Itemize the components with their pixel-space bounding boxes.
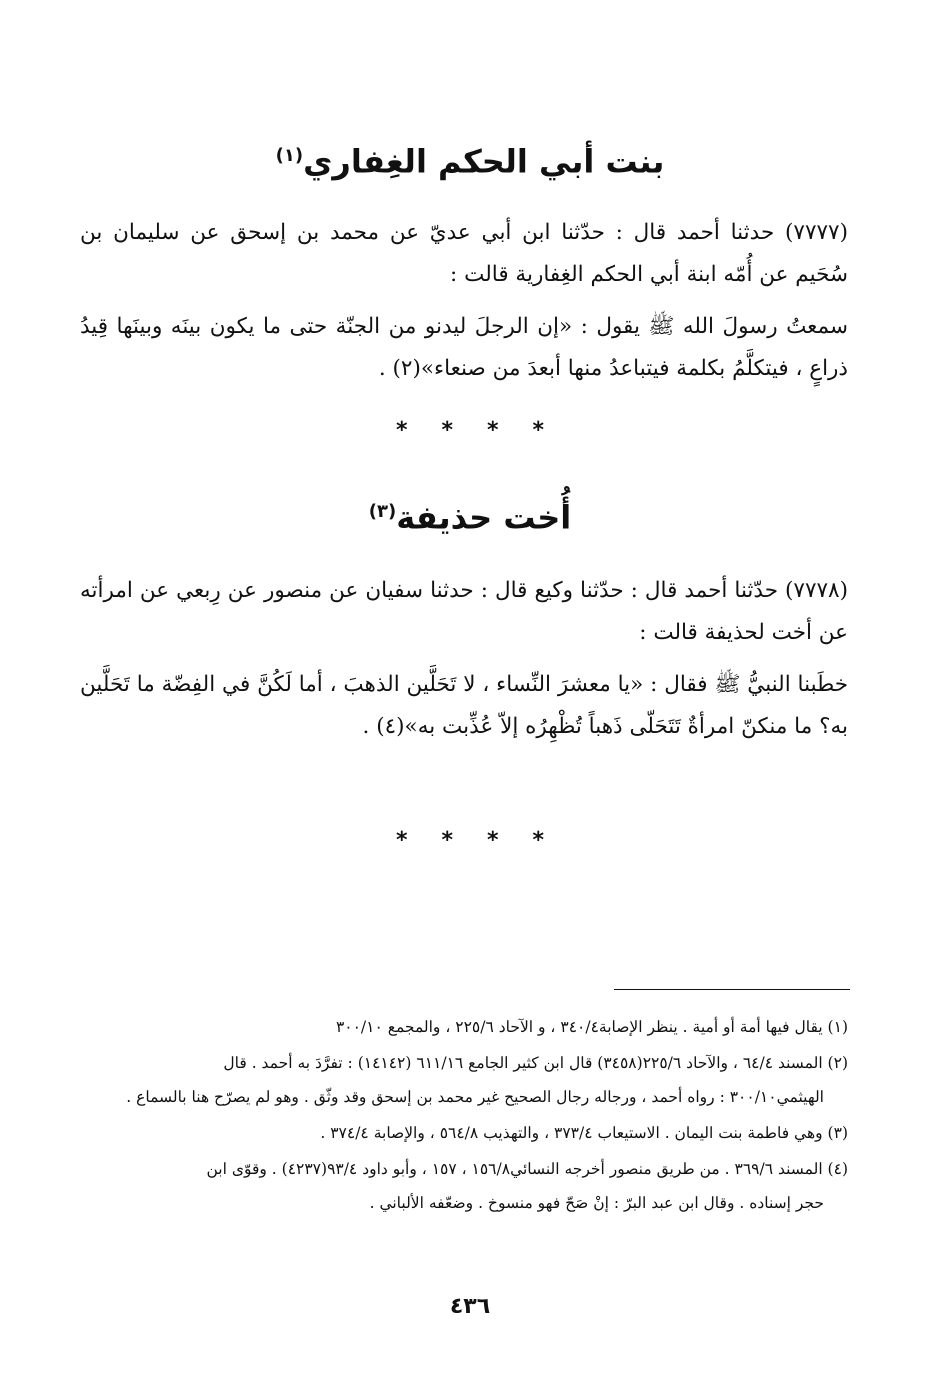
section-1-chain: (٧٧٧٧) حدثنا أحمد قال : حدّثنا ابن أبي عديّ عن محمد بن إسحق عن سليمان بن سُحَيم عن أُمّه ابنة أبي الحكم الغِفارية قالت : — [80, 220, 848, 287]
star: * — [395, 418, 408, 443]
footnote-2-text: (٢) المسند ٦٤/٤ ، والآحاد ٢٢٥/٦(٣٤٥٨) قال ابن كثير الجامع ٦١١/١٦ (١٤١٤٢) : تفرَّدَ به أحمد . قال — [223, 1054, 848, 1072]
star: * — [487, 418, 499, 443]
footnote-2 — [80, 1046, 848, 1114]
section-1-title — [0, 134, 940, 184]
section-2-title — [0, 490, 940, 540]
footnotes — [80, 1010, 848, 1222]
section-2-chain: (٧٧٧٨) حدّثنا أحمد قال : حدّثنا وكيع قال : حدثنا سفيان عن منصور عن رِبعي عن امرأته عن أخت لحذيفة قالت : — [80, 578, 848, 645]
footnote-3 — [80, 1116, 848, 1150]
footnote-2-continuation: الهيثمي٣٠٠/١٠ : رواه أحمد ، ورجاله رجال الصحيح غير محمد بن إسحق وقد وثّق . وهو لم يصرّح هنا بالسماع . — [126, 1088, 824, 1106]
star: * — [487, 828, 499, 853]
star: * — [441, 418, 453, 443]
section-1-hadith: سمعتُ رسولَ الله ﷺ يقول : «إن الرجلَ ليدنو من الجنّة حتى ما يكون بينَه وبينَها قِيدُ ذراعٍ ، فيتكلَّمُ بكلمة فيتباعدُ منها أبعدَ من صنعاء»(٢) . — [80, 314, 848, 381]
section-2-hadith: خطَبنا النبيُّ ﷺ فقال : «يا معشرَ النِّساء ، لا تَحَلَّين الذهبَ ، أما لَكُنَّ في الفِضّة ما تَحَلَّين به؟ ما منكنّ امرأةٌ تَتَحَلّى ذَهباً تُظْهِرُه إلاّ عُذِّبت به»(٤) . — [80, 672, 848, 739]
footnote-4-continuation: حجر إسناده . وقال ابن عبد البرّ : إنْ صَحّ فهو منسوخ . وضعّفه الألباني . — [369, 1194, 824, 1212]
section-1-title-note: (١) — [275, 145, 304, 166]
section-2-title-text: أُخت حذيفة — [396, 498, 572, 537]
page-number: ٤٣٦ — [449, 1294, 491, 1319]
separator-2 — [0, 826, 940, 856]
separator-1 — [0, 416, 940, 446]
section-2-title-note: (٣) — [368, 501, 397, 522]
footnote-1 — [80, 1010, 848, 1044]
footnote-4 — [80, 1152, 848, 1220]
footnote-divider — [614, 989, 850, 990]
footnote-1-text: (١) يقال فيها أمة أو أمية . ينظر الإصابة٣٤٠/٤ ، و الآحاد ٢٢٥/٦ ، والمجمع ٣٠٠/١٠ — [335, 1018, 848, 1036]
star: * — [532, 828, 545, 853]
section-1-title-text: بنت أبي الحكم الغِفاري — [303, 142, 665, 181]
star: * — [441, 828, 453, 853]
footnote-3-text: (٣) وهي فاطمة بنت اليمان . الاستيعاب ٣٧٣/٤ ، والتهذيب ٥٦٤/٨ ، والإصابة ٣٧٤/٤ . — [320, 1124, 848, 1142]
footnote-4-text: (٤) المسند ٣٦٩/٦ . من طريق منصور أخرجه النسائي١٥٦/٨ ، ١٥٧ ، وأبو داود ٩٣/٤(٤٢٣٧) . وقوّى ابن — [206, 1160, 848, 1178]
star: * — [395, 828, 408, 853]
star: * — [532, 418, 545, 443]
